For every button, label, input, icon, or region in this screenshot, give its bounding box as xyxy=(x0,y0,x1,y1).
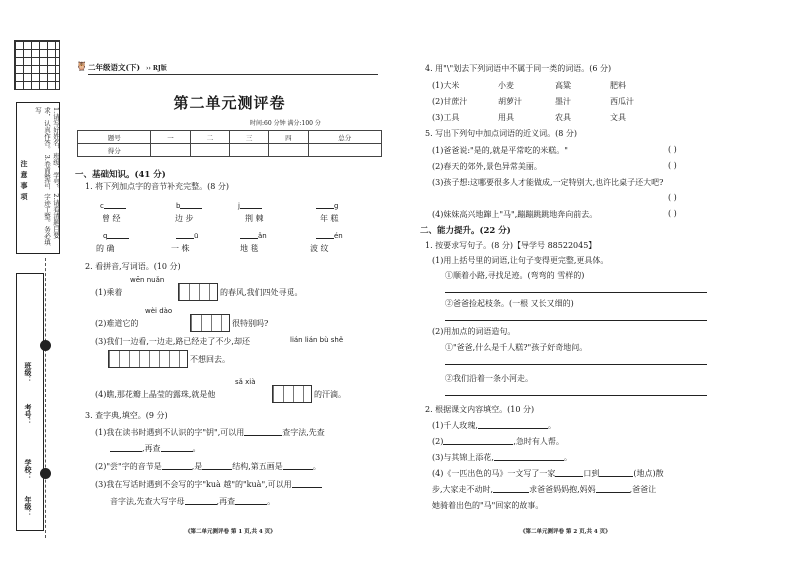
answer-line[interactable] xyxy=(445,320,707,321)
word: 荆 棘 xyxy=(245,214,264,223)
word: 波 纹 xyxy=(310,244,329,253)
question-r1: 1. 按要求写句子。(8 分)【导学号 88522045】 xyxy=(425,241,597,250)
question-4: 4. 用"\"划去下列词语中不属于同一类的词语。(6 分) xyxy=(425,64,612,73)
answer-blank[interactable] xyxy=(161,443,193,452)
answer-blank[interactable] xyxy=(599,468,633,477)
answer-blank[interactable] xyxy=(162,461,192,470)
school-field[interactable]: 学校： xyxy=(24,459,33,480)
page-footer-1: 《第二单元测评卷 第 1 页,共 4 页》 xyxy=(185,529,276,535)
score-cell[interactable] xyxy=(308,144,381,157)
notes-box xyxy=(16,102,60,254)
answer-blank[interactable] xyxy=(494,452,564,461)
writing-grid[interactable] xyxy=(272,383,312,403)
word: 的 确 xyxy=(96,244,115,253)
question-5: 5. 写出下列句中加点词语的近义词。(8 分) xyxy=(425,129,578,138)
page-title: 第二单元测评卷 xyxy=(173,94,286,112)
section-basic: 一、基础知识。(41 分) xyxy=(75,170,166,180)
page-footer-2: 《第二单元测评卷 第 2 页,共 4 页》 xyxy=(520,529,611,535)
answer-blank[interactable] xyxy=(443,436,513,445)
answer-blank[interactable] xyxy=(555,468,583,477)
answer-blank[interactable] xyxy=(235,496,267,505)
writing-grid[interactable] xyxy=(178,281,218,301)
answer-blank[interactable] xyxy=(185,496,217,505)
score-table: 题号 一 二 三 四 总分 得分 xyxy=(77,130,382,157)
class-field[interactable]: 班级： xyxy=(24,362,33,383)
section-ability: 二、能力提升。(22 分) xyxy=(420,226,511,236)
answer-blank[interactable] xyxy=(202,461,232,470)
question-2: 2. 看拼音,写词语。(10 分) xyxy=(85,262,181,271)
answer-blank[interactable] xyxy=(110,443,142,452)
notes-label: 注意事项 xyxy=(20,159,28,201)
cut-line xyxy=(45,258,46,538)
grid-decoration xyxy=(14,40,60,90)
word: 年 糕 xyxy=(320,214,339,223)
answer-line[interactable] xyxy=(445,395,707,396)
student-info-box xyxy=(16,273,44,531)
grade-field[interactable]: 年级： xyxy=(24,496,33,517)
header-rule xyxy=(88,74,378,75)
question-3: 3. 查字典,填空。(9 分) xyxy=(85,411,168,420)
question-r2: 2. 根据课文内容填空。(10 分) xyxy=(425,405,535,414)
grade-label: 二年级语文(下) xyxy=(88,63,141,72)
answer-blank[interactable] xyxy=(292,479,322,488)
answer-line[interactable] xyxy=(445,364,707,365)
answer-blank[interactable] xyxy=(283,461,313,470)
exam-number-field[interactable]: 考号： xyxy=(24,404,33,425)
word: 一 株 xyxy=(171,244,190,253)
answer-blank[interactable] xyxy=(478,420,548,429)
score-cell[interactable] xyxy=(269,144,308,157)
binding-strip xyxy=(14,40,60,540)
question-1: 1. 将下列加点字的音节补充完整。(8 分) xyxy=(85,182,230,191)
writing-grid[interactable] xyxy=(190,312,230,332)
score-cell[interactable] xyxy=(229,144,268,157)
answer-line[interactable] xyxy=(445,292,707,293)
notes-text: 1.请写好姓名，班级，学号。 2.请看清题目要求，认真作答。 3.卷面整洁，字迹工整。务必填写 xyxy=(34,107,60,246)
word: 边 步 xyxy=(175,214,194,223)
word: 曾 经 xyxy=(102,214,121,223)
writing-grid[interactable] xyxy=(108,348,188,368)
answer-blank[interactable] xyxy=(596,484,630,493)
answer-blank[interactable] xyxy=(493,484,529,493)
word: 地 毯 xyxy=(240,244,259,253)
edition-label: ›› RJ版 xyxy=(146,65,167,72)
page-header xyxy=(76,60,386,76)
score-cell[interactable] xyxy=(151,144,190,157)
answer-blank[interactable] xyxy=(244,427,282,436)
exam-page: 注意事项 1.请写好姓名，班级，学号。 2.请看清题目要求，认真作答。 3.卷面整洁，字迹工整。务必填写 班级： 考号： 学校： 年级： 🦉 二年级语文(下) ›› RJ版 第二单元测评卷 时间:60 分钟 满分:100 分 题号 一 二 三 四 总分 得分 一、基础知识。(41 分) 1. 将下列加点字的音节补充完整。(8 分) c b j g 曾 经 边 步 荆 棘 年 糕 q ū ǎn én 的 确 一 株 地 毯 波 纹 2. 看拼音,写词语。(10 分) wēn nuǎn (1)乘着 的春风,我们四处寻觅。 wèi dào (2)难道它的 很特别吗? (3)我们一边看,一边走,路已经走了不少,却还 lián lián bù shě 不想回去。 sǎ xià (4)瞧,那花瓣上晶莹的露珠,就是他 的汗滴。 3. 查字典,填空。(9 分) (1)我在读书时遇到不认识的字"钥",可以用 查字法,先查 ,再查 。 (2)"尝"字的音节是 ,是 结构,第五画是 。 (3)我在写话时遇到不会写的字"kuà 越"的"kuà",可以用 音字法,先查大写字母 ,再查 。 《第二单元测评卷 第 1 页,共 4 页》 4. 用"\"划去下列词语中不属于同一类的词语。(6 分) (1)大米 小麦 高粱 肥料 (2)甘蔗汁 胡萝汁 墨汁 西瓜汁 (3)工具 用具 农具 文具 5. 写出下列句中加点词语的近义词。(8 分) (1)爸爸说:"是的,就是平常吃的米糕。" ( ) (2)春天的郊外,景色异常美丽。 ( ) (3)孩子想:这哪要很多人才能做成,一定特别大,也许比桌子还大吧? ( ) (4)妹妹高兴地蹿上"马",蹦蹦跳跳地奔向前去。 ( ) 二、能力提升。(22 分) 1. 按要求写句子。(8 分)【导学号 88522045】 (1)用上括号里的词语,让句子变得更完整,更具体。 ①顺着小路,寻找足迹。(弯弯的 雪样的) ②爸爸捡起枝条。(一根 又长又细的) (2)用加点的词语造句。 ①"爸爸,什么是千人糕?"孩子好奇地问。 ②我们沿着一条小河走。 2. 根据课文内容填空。(10 分) (1)千人玫瑰, 。 (2) ,急时有人帮。 (3)与其锦上添花, 。 (4)《一匹出色的马》一文写了一家 口到 (地点)散 步,大家走不动时, 求爸爸妈妈抱,妈妈 ,爸爸让 她骑着出色的"马"回家的故事。 《第二单元测评卷 第 2 页,共 4 页》 xyxy=(0,0,794,571)
exam-meta: 时间:60 分钟 满分:100 分 xyxy=(250,120,321,127)
owl-logo-icon: 🦉 xyxy=(76,62,88,72)
score-cell[interactable] xyxy=(190,144,229,157)
